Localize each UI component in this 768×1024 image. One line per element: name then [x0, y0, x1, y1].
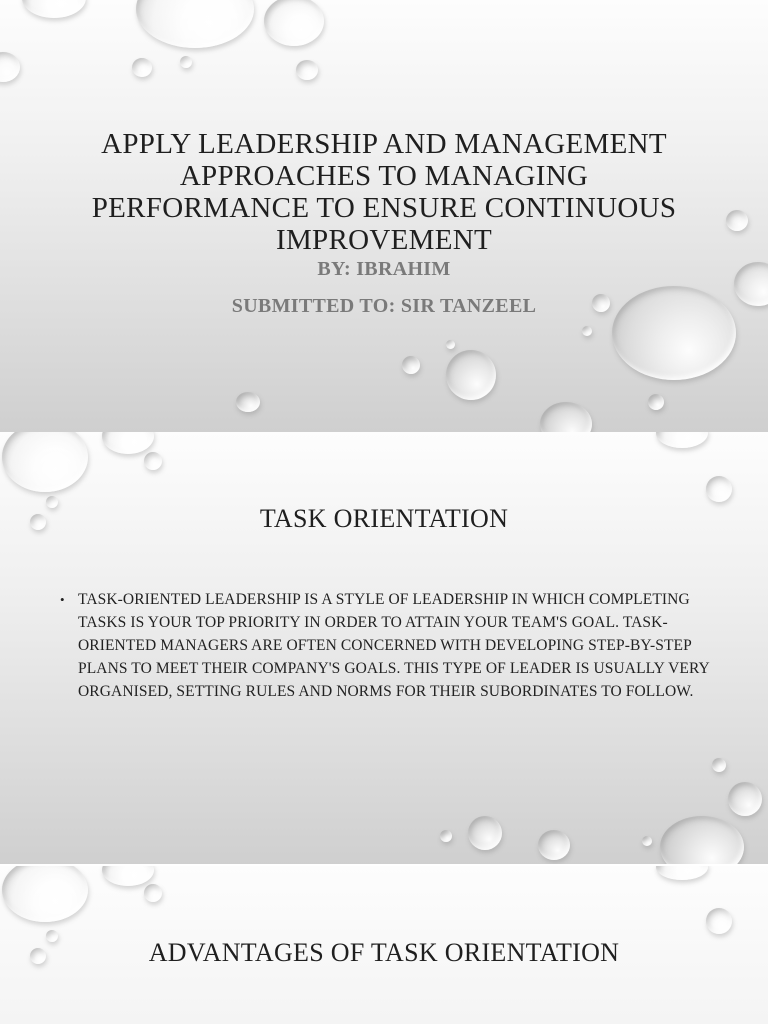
- bullet-list: [60, 588, 710, 703]
- water-drop: [180, 56, 192, 68]
- water-drop: [144, 884, 162, 902]
- water-drop: [728, 782, 762, 816]
- water-drop: [236, 392, 260, 412]
- submitted-to-line: SUBMITTED TO: SIR TANZEEL: [231, 295, 537, 317]
- presentation-title: APPLY LEADERSHIP AND MANAGEMENT APPROACHES TO MANAGING PERFORMANCE TO ENSURE CONTINUOUS IMPROVEMENT: [91, 128, 677, 256]
- advantages-slide[interactable]: [0, 866, 768, 1024]
- water-drop: [440, 830, 452, 842]
- water-drop: [2, 432, 88, 492]
- title-block: [84, 128, 684, 318]
- water-drop: [102, 866, 154, 886]
- title-slide[interactable]: [0, 0, 768, 432]
- water-drop: [660, 816, 744, 866]
- water-drop: [446, 350, 496, 400]
- water-drop: [656, 866, 708, 880]
- water-drop: [264, 0, 324, 46]
- water-drop: [642, 836, 652, 846]
- water-drop: [706, 476, 732, 502]
- water-drop: [446, 340, 455, 349]
- water-drop: [402, 356, 420, 374]
- water-drop: [2, 866, 88, 922]
- bullet-item: [60, 588, 710, 703]
- water-drop: [656, 432, 708, 448]
- water-drop: [132, 58, 152, 77]
- water-drop: [734, 262, 768, 306]
- water-drop: [582, 326, 592, 336]
- slide-title: ADVANTAGES OF TASK ORIENTATION: [148, 938, 620, 967]
- water-drop: [538, 830, 570, 860]
- water-drop: [136, 0, 254, 48]
- water-drop: [706, 908, 732, 934]
- bullet-icon: •: [60, 592, 65, 607]
- task-orientation-slide[interactable]: [0, 432, 768, 866]
- water-drop: [726, 210, 748, 231]
- water-drop: [0, 52, 20, 82]
- water-drop: [296, 60, 318, 80]
- water-drop: [144, 452, 162, 470]
- author-line: BY: IBRAHIM: [317, 258, 451, 280]
- water-drop: [712, 758, 726, 772]
- water-drop: [540, 402, 592, 432]
- water-drop: [22, 0, 86, 18]
- bullet-text: TASK-ORIENTED LEADERSHIP IS A STYLE OF LEADERSHIP IN WHICH COMPLETING TASKS IS YOUR TOP PRIORITY IN ORDER TO ATTAIN YOUR TEAM'S GOAL. TASK-ORIENTED MANAGERS ARE OFTEN CONCERNED WITH DEVELOPING STEP-BY-STEP PLANS TO MEET THEIR COMPANY'S GOALS. THIS TYPE OF LEADER IS USUALLY VERY ORGANISED, SETTING RULES AND NORMS FOR THEIR SUBORDINATES TO FOLLOW.: [78, 591, 710, 700]
- water-drop: [468, 816, 502, 850]
- water-drop: [648, 394, 664, 410]
- water-drop: [102, 432, 154, 454]
- slide-title: TASK ORIENTATION: [259, 504, 509, 533]
